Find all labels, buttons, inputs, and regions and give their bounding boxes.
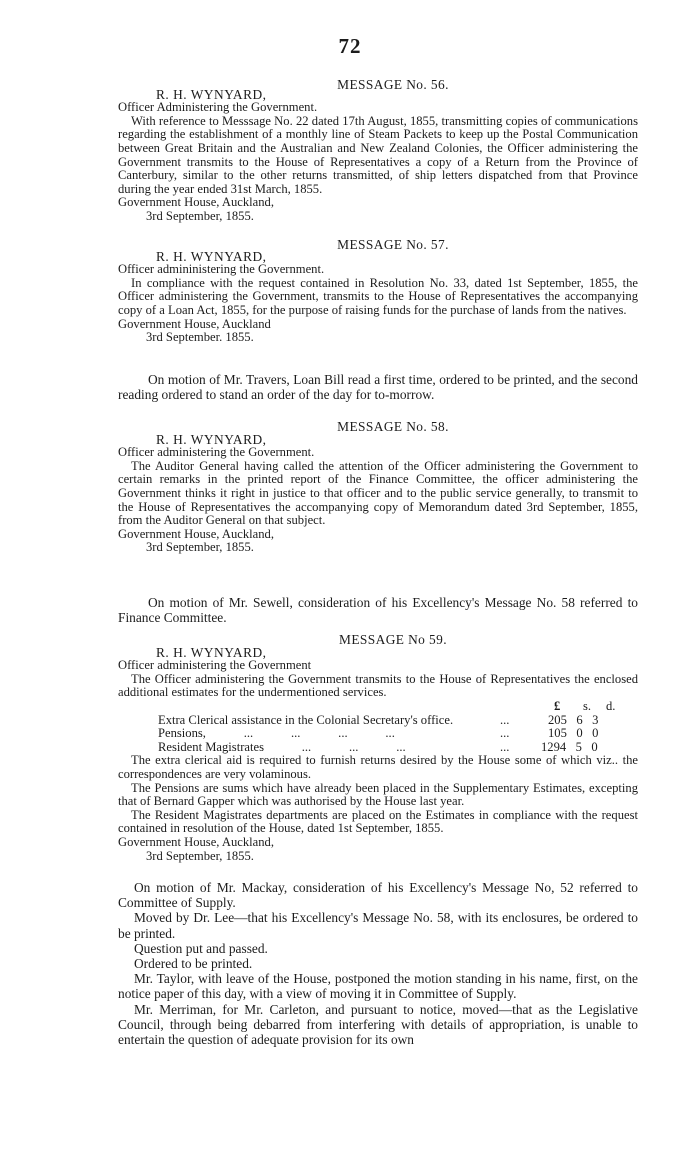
proceeding-entry: Question put and passed. (134, 940, 268, 956)
estimates-intro: The Officer administering the Government transmits to the House of Representatives the enclosed additional estimates for the undermentioned services. (118, 671, 638, 700)
office-title: Officer Administering the Government. (118, 100, 318, 115)
message-59 (118, 633, 638, 863)
proceeding-entry: Moved by Dr. Lee—that his Excellency's Message No. 58, with its enclosures, be ordered to be printed. (118, 910, 638, 941)
place: Government House, Auckland, (118, 834, 274, 849)
pounds-symbol: £ (554, 698, 561, 713)
motion-travers (118, 372, 638, 402)
office-title: Officer administering the Government (118, 658, 312, 673)
estimate-amount: 1294 5 0 (541, 739, 598, 754)
place: Government House, Auckland (118, 316, 271, 331)
estimate-row (118, 714, 638, 728)
proceedings (118, 880, 638, 1047)
estimate-row (118, 727, 638, 741)
office-title: Officer administering the Government. (118, 445, 315, 460)
message-body: With reference to Messsage No. 22 dated 17th August, 1855, transmitting copies of communications regarding the establishment of a monthly line of Steam Packets to keep up the Postal Communication between Great Britain and the Australian and New Zealand Colonies, the Officer administering the Government transmits to the House of Representatives a copy of a Return from the Province of Canterbury, similar to the other returns transmitted, of ship letters dispatched from that Province during the year ended 31st March, 1855. (118, 113, 638, 196)
place: Government House, Auckland, (118, 526, 274, 541)
estimate-note: The Pensions are sums which have already been placed in the Supplementary Estimates, excepting that of Bernard Gapper which was authorised by the House last year. (118, 780, 638, 809)
pence-symbol: d. (606, 698, 616, 713)
date: 3rd September, 1855. (146, 208, 254, 223)
motion-sewell (118, 595, 638, 625)
estimate-amount: 205 6 3 (548, 712, 599, 727)
date: 3rd September. 1855. (146, 330, 254, 345)
message-58 (118, 420, 638, 555)
message-body: In compliance with the request contained in Resolution No. 33, dated 1st September, 1855, the Officer administering the Government, transmits to the House of Representatives the accompanying copy of a Loan Act, 1855, for the purpose of raising funds for the purchase of lands from the natives. (118, 275, 638, 317)
estimate-item: Resident Magistrates ... ... ... (158, 739, 406, 754)
page-number: 72 (338, 34, 362, 58)
message-heading: MESSAGE No. 57. (337, 237, 449, 252)
estimate-row (118, 741, 638, 755)
estimate-item: Extra Clerical assistance in the Colonial Secretary's office. (158, 712, 454, 727)
message-heading: MESSAGE No. 56. (337, 77, 449, 92)
estimate-dots: ... (500, 712, 510, 727)
signatory: R. H. WYNYARD, (156, 248, 267, 264)
estimate-note: The extra clerical aid is required to furnish returns desired by the House some of which viz.. the correspondences are very volaminous. (118, 753, 638, 781)
currency-header (118, 700, 638, 714)
estimate-dots: ... (500, 739, 510, 754)
estimate-dots: ... (500, 726, 510, 741)
signatory: R. H. WYNYARD, (156, 431, 267, 447)
message-body: The Auditor General having called the attention of the Officer administering the Government to certain remarks in the printed report of the Finance Committee, the officer administering the Government thinks it right in justice to that officer and to the public service generally, to transmit to the House of Representatives the accompanying copy of Memorandum dated 3rd September, 1855, from the Auditor General on that subject. (118, 458, 638, 528)
message-57 (118, 238, 638, 345)
signatory: R. H. WYNYARD, (156, 86, 267, 102)
signatory: R. H. WYNYARD, (156, 644, 267, 660)
proceeding-entry: Ordered to be printed. (134, 956, 253, 972)
estimate-note: The Resident Magistrates departments are placed on the Estimates in compliance with the request contained in resolution of the House, dated 1st September, 1855. (118, 807, 638, 836)
motion-text: On motion of Mr. Travers, Loan Bill read a first time, ordered to be printed, and the second reading ordered to stand an order of the day for to-morrow. (118, 372, 638, 402)
message-56 (118, 78, 638, 224)
proceeding-entry: On motion of Mr. Mackay, consideration of his Excellency's Message No, 52 referred to Committee of Supply. (118, 880, 638, 911)
estimate-amount: 105 0 0 (548, 726, 599, 741)
proceeding-entry: Mr. Taylor, with leave of the House, postponed the motion standing in his name, first, on the notice paper of this day, with a view of moving it in Committee of Supply. (118, 971, 638, 1002)
message-heading: MESSAGE No 59. (339, 632, 447, 647)
date: 3rd September, 1855. (146, 848, 254, 863)
estimate-item: Pensions, ... ... ... ... (158, 726, 395, 741)
proceeding-entry: Mr. Merriman, for Mr. Carleton, and pursuant to notice, moved—that as the Legislative Council, through being debarred from interfering with details of appropriation, is unable to entertain the question of adequate provision for its own (118, 1001, 638, 1048)
date: 3rd September, 1855. (146, 540, 254, 555)
motion-text: On motion of Mr. Sewell, consideration of his Excellency's Message No. 58 referred to Finance Committee. (118, 595, 638, 625)
message-heading: MESSAGE No. 58. (337, 419, 449, 434)
place: Government House, Auckland, (118, 195, 274, 210)
shillings-symbol: s. (583, 698, 592, 713)
office-title: Officer admininistering the Government. (118, 262, 325, 277)
